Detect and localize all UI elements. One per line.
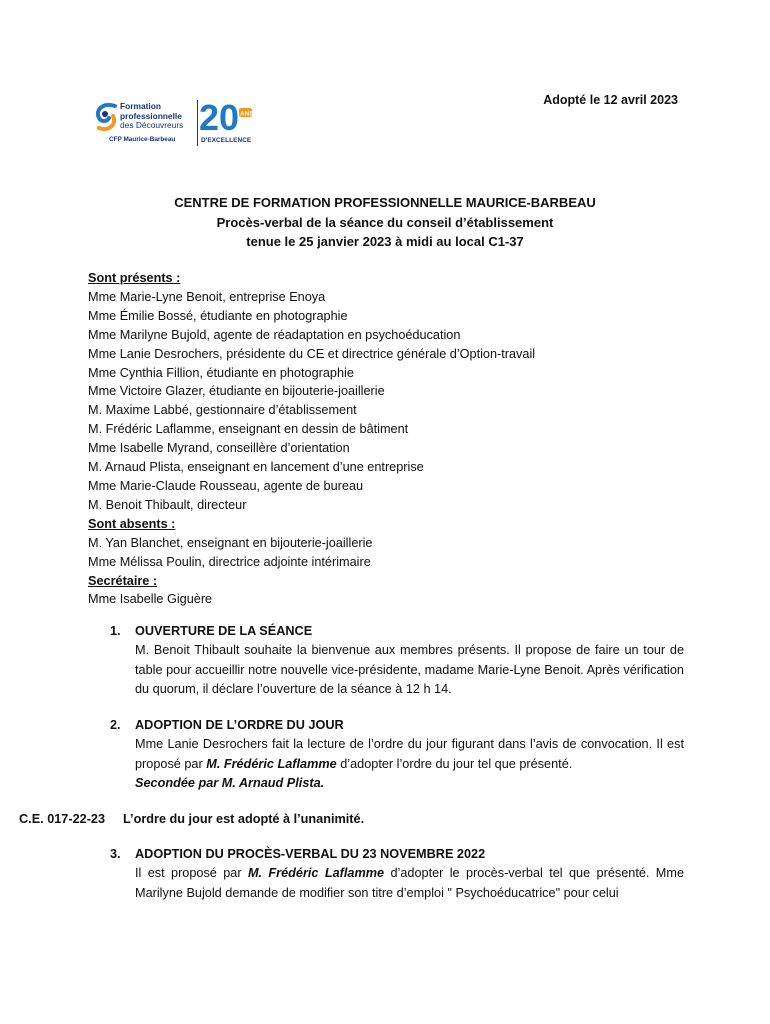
resolution-line [19, 812, 364, 826]
anniversary-unit: ANS [240, 110, 254, 118]
section-agenda [110, 716, 684, 794]
section-number: 3. [110, 847, 121, 861]
text-part: Il est proposé par [135, 866, 248, 881]
title-line-2: Procès-verbal de la séance du conseil d’établissement [216, 214, 554, 230]
proposer-name: M. Frédéric Laflamme [247, 866, 385, 881]
absent-member: M. Yan Blanchet, enseignant en bijouterie-joaillerie [88, 535, 373, 550]
absent-member: Mme Mélissa Poulin, directrice adjointe intérimaire [88, 554, 371, 569]
section-text [110, 864, 684, 903]
resolution-code: C.E. 017-22-23 [19, 812, 106, 826]
section-text [110, 735, 684, 793]
logo-separator [197, 100, 198, 146]
title-line-1: CENTRE DE FORMATION PROFESSIONNELLE MAURICE-BARBEAU [174, 195, 596, 210]
cfp-logo [95, 97, 255, 150]
swirl-logo-icon [95, 102, 119, 132]
section-number: 2. [110, 718, 121, 732]
section-title: ADOPTION DE L’ORDRE DU JOUR [135, 718, 344, 732]
present-member: Mme Lanie Desrochers, présidente du CE et directrice générale d’Option-travail [88, 346, 536, 361]
present-member: Mme Marie-Lyne Benoit, entreprise Enoya [88, 289, 326, 304]
logo-cfp: CFP Maurice-Barbeau [109, 136, 176, 143]
section-number: 1. [110, 624, 121, 638]
present-member: Mme Marilyne Bujold, agente de réadaptation en psychoéducation [88, 327, 461, 342]
present-heading: Sont présents : [88, 271, 181, 285]
text-part: d’adopter le procès-verbal tel que présenté. Mme Marilyne Bujold demande de modifier son titre d’emploi " Psychoéducatrice" pour celui [135, 866, 684, 900]
present-member: M. Benoit Thibault, directeur [88, 497, 247, 512]
anniversary-20-icon [199, 96, 255, 138]
present-member: M. Arnaud Plista, enseignant en lancement d’une entreprise [88, 460, 424, 475]
logo-wordmark [120, 102, 183, 131]
section-minutes [110, 845, 684, 903]
attendance-list [88, 269, 535, 609]
secretary-heading: Secrétaire : [88, 573, 158, 588]
section-opening [110, 622, 684, 700]
logo-line-3: des Découvreurs [120, 120, 184, 131]
section-title: OUVERTURE DE LA SÉANCE [135, 624, 313, 638]
absent-heading: Sont absents : [88, 516, 176, 531]
resolution-text: L’ordre du jour est adopté à l’unanimité. [123, 812, 365, 826]
logo-line-1: Formation [120, 101, 161, 111]
present-member: Mme Victoire Glazer, étudiante en bijouterie-joaillerie [88, 384, 385, 399]
document-title [0, 193, 770, 252]
present-member: Mme Cynthia Fillion, étudiante en photographie [88, 365, 354, 380]
adoption-date: Adopté le 12 avril 2023 [543, 93, 678, 107]
section-title: ADOPTION DU PROCÈS-VERBAL DU 23 NOVEMBRE 2022 [135, 847, 486, 861]
seconded-by: Secondée par M. Arnaud Plista. [135, 776, 325, 791]
anniversary-number: 20 [199, 97, 240, 138]
title-line-3: tenue le 25 janvier 2023 à midi au local C1-37 [246, 234, 524, 249]
section-text: M. Benoit Thibault souhaite la bienvenue aux membres présents. Il propose de faire un tour de table pour accueillir notre nouvelle vice-présidente, madame Marie-Lyne Benoit. Après vérification du quorum, il déclare l’ouverture de la séance à 12 h 14. [135, 643, 684, 697]
present-member: M. Frédéric Laflamme, enseignant en dessin de bâtiment [88, 422, 409, 437]
proposer-name: M. Frédéric Laflamme [206, 756, 337, 771]
present-member: Mme Émilie Bossé, étudiante en photographie [88, 308, 348, 323]
text-part: Mme Lanie Desrochers fait la lecture de l’ordre du jour figurant dans l’avis de convocation. Il est proposé par [135, 737, 684, 771]
logo-line-2: professionnelle [120, 110, 182, 121]
present-member: Mme Isabelle Myrand, conseillère d’orientation [88, 441, 350, 456]
text-part: d’adopter l’ordre du jour tel que présenté. [336, 756, 573, 771]
present-member: M. Maxime Labbé, gestionnaire d’établissement [88, 403, 357, 418]
logo-excellence: D'EXCELLENCE [201, 137, 252, 144]
secretary-name: Mme Isabelle Giguère [88, 592, 213, 607]
present-member: Mme Marie-Claude Rousseau, agente de bureau [88, 478, 364, 493]
